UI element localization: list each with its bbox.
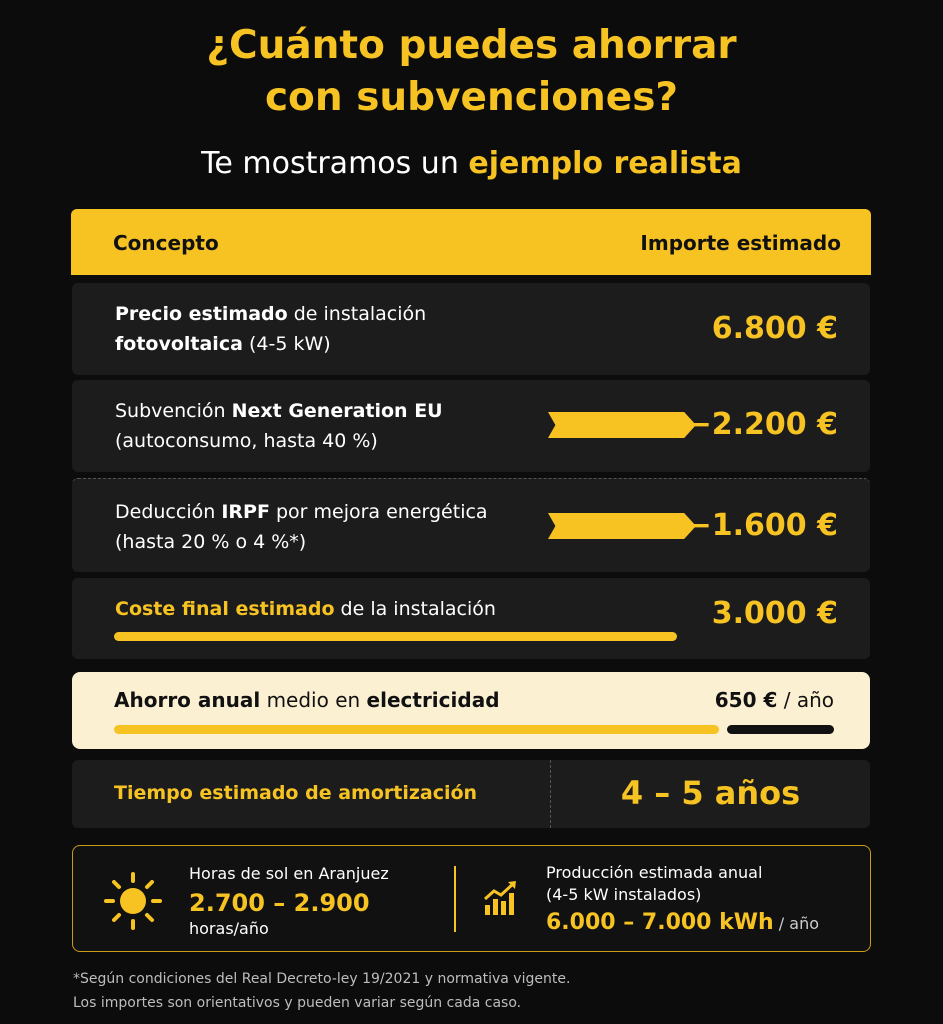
savings-label-bold: Ahorro anual: [114, 688, 261, 712]
payback-label: Tiempo estimado de amortización: [114, 782, 478, 804]
footnote-line-1: *Según condiciones del Real Decreto-ley 19/2021 y normativa vigente.: [73, 971, 571, 987]
sun-icon: [103, 871, 163, 935]
row-description: [115, 299, 426, 359]
savings-label-bold-2: electricidad: [366, 688, 500, 712]
row-label-bold: Precio estimado: [115, 303, 288, 325]
row-label-rest: Deducción: [115, 501, 222, 523]
savings-bar-remainder: [727, 725, 834, 734]
column-amount: Importe estimado: [640, 231, 841, 255]
subtitle-plain: Te mostramos un: [201, 146, 459, 181]
row-description: [115, 594, 496, 624]
savings-unit: / año: [777, 688, 834, 712]
savings-value: [715, 688, 834, 712]
arrow-bar-icon: [548, 513, 696, 539]
production-label-1: Producción estimada anual: [546, 863, 763, 882]
growth-chart-icon: [482, 879, 520, 921]
page-title: [0, 20, 943, 124]
annual-savings-row: [72, 672, 870, 749]
row-label-rest-2: (hasta 20 % o 4 %*): [115, 531, 307, 553]
sun-label: Horas de sol en Aranjuez: [189, 864, 389, 883]
row-label-rest: Subvención: [115, 400, 232, 422]
info-divider: [454, 866, 456, 932]
savings-bar: [114, 725, 834, 734]
row-label-rest: de la instalación: [334, 598, 496, 620]
production-value-line: [546, 910, 819, 935]
row-label-rest-b: por mejora energética: [269, 501, 488, 523]
row-amount: 3.000 €: [711, 596, 838, 631]
column-concept: Concepto: [113, 231, 219, 255]
table-header: [71, 209, 871, 275]
row-amount: −1.600 €: [686, 508, 838, 543]
row-label-bold: Coste final estimado: [115, 598, 335, 620]
savings-amount: 650 €: [714, 688, 778, 712]
row-label-bold-2: fotovoltaica: [115, 333, 243, 355]
row-amount: 6.800 €: [711, 311, 838, 346]
table-row-installation-price: [72, 283, 870, 375]
sun-hours-block: [189, 864, 389, 938]
payback-row: [72, 760, 870, 828]
subtitle-accent: ejemplo realista: [468, 146, 742, 181]
row-label-rest-2: (4-5 kW): [242, 333, 331, 355]
final-cost-bar: [114, 632, 836, 641]
row-label-rest-2: (autoconsumo, hasta 40 %): [115, 430, 378, 452]
title-line-2: con subvenciones?: [264, 75, 679, 120]
info-box: [72, 845, 871, 952]
row-description: [115, 396, 443, 456]
production-value: 6.000 – 7.000 kWh: [546, 910, 774, 935]
row-label-bold: Next Generation EU: [231, 400, 443, 422]
table-row-irpf-deduction: [72, 478, 870, 572]
sun-unit: horas/año: [189, 919, 269, 938]
final-cost-bar-fill: [114, 632, 677, 641]
title-line-1: ¿Cuánto puedes ahorrar: [206, 23, 737, 68]
page-subtitle: [0, 144, 943, 184]
row-label-rest: de instalación: [287, 303, 427, 325]
production-block: [546, 862, 819, 935]
production-label-2: (4-5 kW instalados): [546, 885, 702, 904]
footnote-line-2: Los importes son orientativos y pueden variar según cada caso.: [73, 995, 522, 1011]
payback-value: 4 – 5 años: [620, 774, 801, 812]
production-unit: / año: [773, 914, 820, 933]
sun-value: 2.700 – 2.900: [189, 889, 370, 917]
savings-bar-fill: [114, 725, 719, 734]
row-description: [115, 497, 488, 557]
savings-label: [114, 688, 500, 712]
arrow-bar-icon: [548, 412, 696, 438]
footnote: [73, 967, 570, 1015]
row-amount: −2.200 €: [686, 407, 838, 442]
table-row-next-generation-subsidy: [72, 380, 870, 472]
table-row-final-cost: [72, 578, 870, 659]
row-label-bold: IRPF: [221, 501, 270, 523]
savings-label-mid: medio en: [260, 688, 367, 712]
